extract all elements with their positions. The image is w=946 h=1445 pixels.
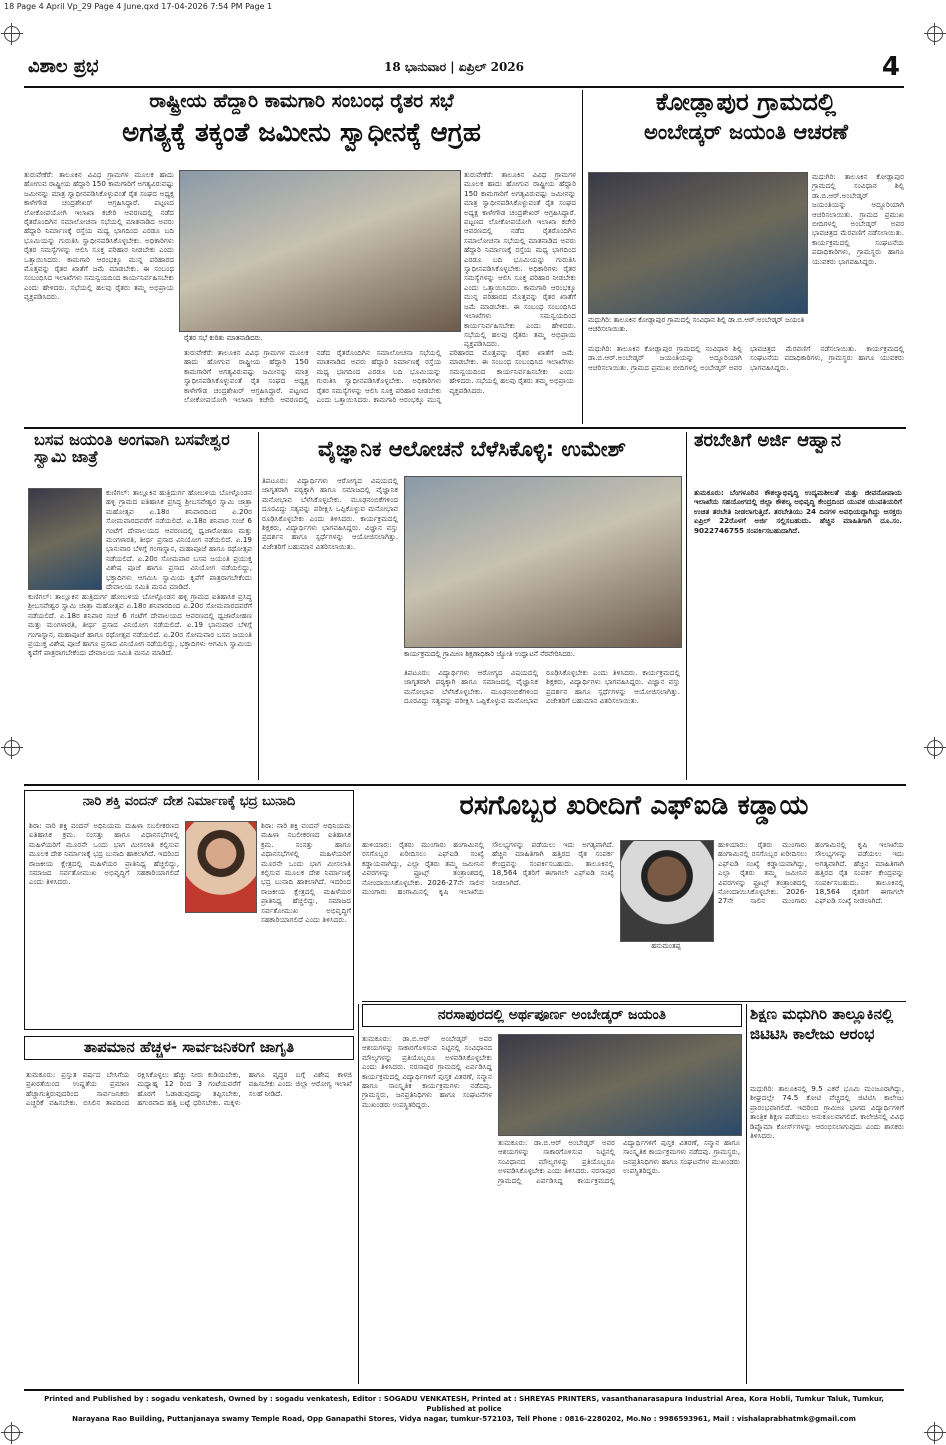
registration-mark-icon — [927, 26, 943, 42]
article-photo — [498, 1034, 742, 1136]
article-body-continued: ಮಧುಗಿರಿ: ತಾಲೂಕಿನ ಕೋಡ್ಲಾಪುರ ಗ್ರಾಮದಲ್ಲಿ ಸಂವಿಧಾನ ಶಿಲ್ಪಿ ಡಾ.ಬಿ.ಆರ್.ಅಂಬೇಡ್ಕರ್ ಜಯಂತಿಯನ್ನು ಅದ್ದೂರಿಯಾಗಿ ಆಚರಿಸಲಾಯಿತು. ಗ್ರಾಮದ ಪ್ರಮುಖ ಬೀದಿಗಳಲ್ಲಿ ಅಂಬೇಡ್ಕರ್ ಅವರ ಭಾವಚಿತ್ರದ ಮೆರವಣಿಗೆ ನಡೆಸಲಾಯಿತು. ಕಾರ್ಯಕ್ರಮದಲ್ಲಿ ಸಂಘಟನೆಯ ಪದಾಧಿಕಾರಿಗಳು, ಗ್ರಾಮಸ್ಥರು ಹಾಗೂ ಯುವಕರು ಭಾಗವಹಿಸಿದ್ದರು. — [588, 344, 904, 372]
article-body: ಶಿರಾ: ನಾರಿ ಶಕ್ತಿ ವಂದನ್ ಅಧಿನಿಯಮ ಮಹಿಳಾ ಸಬಲೀಕರಣದ ಐತಿಹಾಸಿಕ ಕ್ರಮ. ಸಂಸತ್ತು ಹಾಗೂ ವಿಧಾನಸಭೆಗಳಲ್ಲಿ ಮಹಿಳೆಯರಿಗೆ ಮೂರನೇ ಒಂದು ಭಾಗ ಮೀಸಲಾತಿ ಕಲ್ಪಿಸುವ ಮೂಲಕ ದೇಶ ನಿರ್ಮಾಣಕ್ಕೆ ಭದ್ರ ಬುನಾದಿ ಹಾಕಲಾಗಿದೆ. ಇದರಿಂದ ರಾಜಕೀಯ ಕ್ಷೇತ್ರದಲ್ಲಿ ಮಹಿಳೆಯರ ಪ್ರಾತಿನಿಧ್ಯ ಹೆಚ್ಚಲಿದ್ದು, ಸಮಾಜದ ಸರ್ವತೋಮುಖ ಅಭಿವೃದ್ಧಿಗೆ ಸಹಕಾರಿಯಾಗಲಿದೆ ಎಂದು ತಿಳಿಸಿದರು. — [29, 821, 179, 887]
article-body-continued: ಕುಣಿಗಲ್: ತಾಲ್ಲೂಕಿನ ಹುತ್ರಿದುರ್ಗ ಹೋಬಳಿಯ ಬೋಳ್ಗೊಂಡನ ಹಳ್ಳಿ ಗ್ರಾಮದ ಐತಿಹಾಸಿಕ ಪ್ರಸಿದ್ಧ ಶ್ರೀಬಸವೇಶ್ವರ ಸ್ವಾಮಿ ಜಾತ್ರಾ ಮಹೋತ್ಸವ ಏ.18ರ ಶನಿವಾರದಿಂದ ಏ.20ರ ಸೋಮವಾರದವರೆಗೆ ನಡೆಯಲಿದೆ. ಏ.18ರ ಶನಿವಾರ ಸಂಜೆ 6 ಗಂಟೆಗೆ ದೇವಾಲಯದ ಆವರಣದಲ್ಲಿ ಧ್ವಜಾರೋಹಣ ಮತ್ತು ಮಂಗಳಾರತಿ, ತೀರ್ಥ ಪ್ರಸಾದ ವಿನಿಯೋಗ ನಡೆಯಲಿದೆ. ಏ.19 ಭಾನುವಾರ ಬೆಳಿಗ್ಗೆ ಗಂಗಾಸ್ನಾನ, ಮಹಾಪೂಜೆ ಹಾಗೂ ರಥೋತ್ಸವ ನಡೆಯಲಿದೆ. ಏ.20ರ ಸೋಮವಾರ ಬಸವ ಜಯಂತಿ ಪ್ರಯುಕ್ತ ವಿಶೇಷ ಪೂಜೆ ಹಾಗೂ ಪ್ರಸಾದ ವಿನಿಯೋಗ ನಡೆಯಲಿದ್ದು, ಭಕ್ತಾದಿಗಳು ಆಗಮಿಸಿ ಸ್ವಾಮಿಯ ಕೃಪೆಗೆ ಪಾತ್ರರಾಗಬೇಕೆಂದು ದೇವಾಲಯ ಸಮಿತಿ ಮನವಿ ಮಾಡಿದೆ. — [28, 592, 252, 658]
article-highway-farmers — [24, 90, 579, 424]
article-kicker: ರಾಷ್ಟ್ರೀಯ ಹೆದ್ದಾರಿ ಕಾಮಗಾರಿ ಸಂಬಂಧ ರೈತರ ಸಭೆ — [149, 90, 454, 112]
article-fertilizer-fid — [362, 790, 906, 998]
article-headline: ರಸಗೊಬ್ಬರ ಖರೀದಿಗೆ ಎಫ್‌ಐಡಿ ಕಡ್ಡಾಯ — [459, 790, 809, 821]
article-body-continued: ಹುಳಿಯಾರು: ರೈತರು ಮುಂಗಾರು ಹಂಗಾಮಿನಲ್ಲಿ ರಸಗೊಬ್ಬರ ಖರೀದಿಸಲು ಎಫ್‌ಐಡಿ ಸಂಖ್ಯೆ ಕಡ್ಡಾಯವಾಗಿದ್ದು, ಎಲ್ಲಾ ರೈತರು ತಮ್ಮ ಜಮೀನಿನ ವಿವರಗಳನ್ನು ಫ್ರೂಟ್ಸ್ ತಂತ್ರಾಂಶದಲ್ಲಿ ನೋಂದಾಯಿಸಿಕೊಳ್ಳಬೇಕು. 2026-27ನೇ ಸಾಲಿನ ಮುಂಗಾರು ಹಂಗಾಮಿನಲ್ಲಿ ಕೃಷಿ ಇಲಾಖೆಯ ಸೌಲಭ್ಯಗಳನ್ನು ಪಡೆಯಲು ಇದು ಅಗತ್ಯವಾಗಿದೆ. ಹೆಚ್ಚಿನ ಮಾಹಿತಿಗಾಗಿ ಹತ್ತಿರದ ರೈತ ಸಂಪರ್ಕ ಕೇಂದ್ರವನ್ನು ಸಂಪರ್ಕಿಸಬಹುದು. ತಾಲೂಕಿನಲ್ಲಿ 18,564 ರೈತರಿಗೆ ಈಗಾಗಲೇ ಎಫ್‌ಐಡಿ ಸಂಖ್ಯೆ ನೀಡಲಾಗಿದೆ. — [718, 840, 904, 906]
article-photo — [28, 488, 102, 590]
registration-mark-icon — [927, 1425, 943, 1441]
article-scientific-thinking — [262, 432, 682, 780]
column-rule — [258, 432, 259, 780]
registration-mark-icon — [927, 740, 943, 756]
article-photo — [588, 172, 808, 314]
registration-mark-icon — [4, 1425, 20, 1441]
article-body-continued: ತುಮಕೂರು: ಡಾ.ಬಿ.ಆರ್ ಅಂಬೇಡ್ಕರ್ ಅವರ ಆಶಯಗಳನ್ನು ಸಾಕಾರಗೊಳಿಸುವ ನಿಟ್ಟಿನಲ್ಲಿ ಸಂವಿಧಾನದ ಮೌಲ್ಯಗಳನ್ನು ಪ್ರತಿಯೊಬ್ಬರೂ ಅಳವಡಿಸಿಕೊಳ್ಳಬೇಕು ಎಂದು ತಿಳಿಸಿದರು. ನರಸಾಪುರ ಗ್ರಾಮದಲ್ಲಿ ಏರ್ಪಡಿಸಿದ್ದ ಕಾರ್ಯಕ್ರಮದಲ್ಲಿ ವಿದ್ಯಾರ್ಥಿಗಳಿಗೆ ಪುಸ್ತಕ ವಿತರಣೆ, ಸನ್ಮಾನ ಹಾಗೂ ಸಾಂಸ್ಕೃತಿಕ ಕಾರ್ಯಕ್ರಮಗಳು ನಡೆದವು. ಗ್ರಾಮಸ್ಥರು, ಜನಪ್ರತಿನಿಧಿಗಳು ಹಾಗೂ ಸಂಘಟನೆಗಳ ಮುಖಂಡರು ಉಪಸ್ಥಿತರಿದ್ದರು. — [498, 1138, 740, 1185]
imprint-line: Printed and Published by : sogadu venkatesh, Owned by : sogadu venkatesh, Editor : SOGADU VENKATESH, Printed at : SHREYAS PRINTERS, vasanthanarasapura Industrial Area, Kora Hobli, Tumkur Taluk, Tumkur, Published at police — [44, 1395, 884, 1413]
newspaper-logo: ವಿಶಾಲ ಪ್ರಭ — [28, 56, 99, 77]
article-training-application — [690, 432, 906, 780]
masthead — [24, 52, 904, 88]
section-rule — [24, 427, 906, 429]
article-body: ತುಮಕೂರು: ಡಾ.ಬಿ.ಆರ್ ಅಂಬೇಡ್ಕರ್ ಅವರ ಆಶಯಗಳನ್ನು ಸಾಕಾರಗೊಳಿಸುವ ನಿಟ್ಟಿನಲ್ಲಿ ಸಂವಿಧಾನದ ಮೌಲ್ಯಗಳನ್ನು ಪ್ರತಿಯೊಬ್ಬರೂ ಅಳವಡಿಸಿಕೊಳ್ಳಬೇಕು ಎಂದು ತಿಳಿಸಿದರು. ನರಸಾಪುರ ಗ್ರಾಮದಲ್ಲಿ ಏರ್ಪಡಿಸಿದ್ದ ಕಾರ್ಯಕ್ರಮದಲ್ಲಿ ವಿದ್ಯಾರ್ಥಿಗಳಿಗೆ ಪುಸ್ತಕ ವಿತರಣೆ, ಸನ್ಮಾನ ಹಾಗೂ ಸಾಂಸ್ಕೃತಿಕ ಕಾರ್ಯಕ್ರಮಗಳು ನಡೆದವು. ಗ್ರಾಮಸ್ಥರು, ಜನಪ್ರತಿನಿಧಿಗಳು ಹಾಗೂ ಸಂಘಟನೆಗಳ ಮುಖಂಡರು ಉಪಸ್ಥಿತರಿದ್ದರು. — [362, 1034, 492, 1109]
registration-mark-icon — [4, 740, 20, 756]
article-body-continued: ತುರುವೇಕೆರೆ: ತಾಲೂಕಿನ ವಿವಿಧ ಗ್ರಾಮಗಳ ಮೂಲಕ ಹಾದು ಹೋಗುವ ರಾಷ್ಟ್ರೀಯ ಹೆದ್ದಾರಿ 150 ಕಾಮಗಾರಿಗೆ ಅಗತ್ಯವಿರುವಷ್ಟು ಜಮೀನನ್ನು ಮಾತ್ರ ಸ್ವಾಧೀನಪಡಿಸಿಕೊಳ್ಳುವಂತೆ ರೈತ ಸಂಘದ ಅಧ್ಯಕ್ಷ ಕಾಳೇಗೌಡ ಚಂದ್ರಶೇಖರ್ ಆಗ್ರಹಿಸಿದ್ದಾರೆ. ಪಟ್ಟಣದ ಲೋಕೋಪಯೋಗಿ ಇಲಾಖಾ ಕಚೇರಿ ಆವರಣದಲ್ಲಿ ನಡೆದ ರೈತರೊಂದಿಗಿನ ಸಮಾಲೋಚನಾ ಸಭೆಯಲ್ಲಿ ಮಾತನಾಡಿದ ಅವರು ಹೆದ್ದಾರಿ ನಿರ್ಮಾಣಕ್ಕೆ ರಸ್ತೆಯ ಮಧ್ಯ ಭಾಗದಿಂದ ಎರಡೂ ಬದಿ ಭೂಮಿಯನ್ನು ಗುರುತಿಸಿ ಸ್ವಾಧೀನಪಡಿಸಿಕೊಳ್ಳಬೇಕು. ಅಧಿಕಾರಿಗಳು ರೈತರ ಸಮಸ್ಯೆಗಳನ್ನು ಆಲಿಸಿ ಸೂಕ್ತ ಪರಿಹಾರ ನೀಡಬೇಕು ಎಂದು ಒತ್ತಾಯಿಸಿದರು. ಕಾಮಗಾರಿ ಆರಂಭಕ್ಕೂ ಮುನ್ನ ಪರಿಹಾರದ ಮೊತ್ತವನ್ನು ರೈತರ ಖಾತೆಗೆ ಜಮೆ ಮಾಡಬೇಕು. ಈ ಸಂಬಂಧ ಸಂಬಂಧಿಸಿದ ಇಲಾಖೆಗಳು ಸಮನ್ವಯದಿಂದ ಕಾರ್ಯನಿರ್ವಹಿಸಬೇಕು ಎಂದು ಹೇಳಿದರು. ಸಭೆಯಲ್ಲಿ ಹಲವು ರೈತರು ತಮ್ಮ ಅಭಿಪ್ರಾಯ ವ್ಯಕ್ತಪಡಿಸಿದರು. — [464, 170, 576, 349]
article-headline: ಅಗತ್ಯಕ್ಕೆ ತಕ್ಕಂತೆ ಜಮೀನು ಸ್ವಾಧೀನಕ್ಕೆ ಆಗ್ರಹ — [122, 117, 481, 148]
article-body: ತಿಪಟೂರು: ವಿದ್ಯಾರ್ಥಿಗಳು ಆರೋಗ್ಯದ ವಿಷಯದಲ್ಲಿ ಜಾಗೃತರಾಗಿ ಪಠ್ಯಕ್ಕಾಗಿ ಹಾಗೂ ಸಮಾಜದಲ್ಲಿ ವೈಜ್ಞಾನಿಕ ಮನೋಭಾವ ಬೆಳೆಸಿಕೊಳ್ಳಬೇಕು. ಮೂಢನಂಬಿಕೆಗಳಿಂದ ದೂರವಿದ್ದು ಸತ್ಯವನ್ನು ಪರೀಕ್ಷಿಸಿ ಒಪ್ಪಿಕೊಳ್ಳುವ ಮನೋಭಾವ ರೂಢಿಸಿಕೊಳ್ಳಬೇಕು ಎಂದು ತಿಳಿಸಿದರು. ಕಾರ್ಯಕ್ರಮದಲ್ಲಿ ಶಿಕ್ಷಕರು, ವಿದ್ಯಾರ್ಥಿಗಳು ಭಾಗವಹಿಸಿದ್ದರು. ವಿಜ್ಞಾನ ವಸ್ತು ಪ್ರದರ್ಶನ ಹಾಗೂ ಸ್ಪರ್ಧೆಗಳನ್ನು ಆಯೋಜಿಸಲಾಗಿತ್ತು. ವಿಜೇತರಿಗೆ ಬಹುಮಾನ ವಿತರಿಸಲಾಯಿತು. — [262, 476, 398, 551]
photo-caption: ಮಧುಗಿರಿ: ತಾಲೂಕಿನ ಕೋಡ್ಲಾಪುರ ಗ್ರಾಮದಲ್ಲಿ ಸಂವಿಧಾನ ಶಿಲ್ಪಿ ಡಾ.ಬಿ.ಆರ್.ಅಂಬೇಡ್ಕರ್ ಜಯಂತಿ ಆಚರಿಸಲಾಯಿತು. — [588, 316, 805, 333]
article-body: ತುರುವೇಕೆರೆ: ತಾಲೂಕಿನ ವಿವಿಧ ಗ್ರಾಮಗಳ ಮೂಲಕ ಹಾದು ಹೋಗುವ ರಾಷ್ಟ್ರೀಯ ಹೆದ್ದಾರಿ 150 ಕಾಮಗಾರಿಗೆ ಅಗತ್ಯವಿರುವಷ್ಟು ಜಮೀನನ್ನು ಮಾತ್ರ ಸ್ವಾಧೀನಪಡಿಸಿಕೊಳ್ಳುವಂತೆ ರೈತ ಸಂಘದ ಅಧ್ಯಕ್ಷ ಕಾಳೇಗೌಡ ಚಂದ್ರಶೇಖರ್ ಆಗ್ರಹಿಸಿದ್ದಾರೆ. ಪಟ್ಟಣದ ಲೋಕೋಪಯೋಗಿ ಇಲಾಖಾ ಕಚೇರಿ ಆವರಣದಲ್ಲಿ ನಡೆದ ರೈತರೊಂದಿಗಿನ ಸಮಾಲೋಚನಾ ಸಭೆಯಲ್ಲಿ ಮಾತನಾಡಿದ ಅವರು ಹೆದ್ದಾರಿ ನಿರ್ಮಾಣಕ್ಕೆ ರಸ್ತೆಯ ಮಧ್ಯ ಭಾಗದಿಂದ ಎರಡೂ ಬದಿ ಭೂಮಿಯನ್ನು ಗುರುತಿಸಿ ಸ್ವಾಧೀನಪಡಿಸಿಕೊಳ್ಳಬೇಕು. ಅಧಿಕಾರಿಗಳು ರೈತರ ಸಮಸ್ಯೆಗಳನ್ನು ಆಲಿಸಿ ಸೂಕ್ತ ಪರಿಹಾರ ನೀಡಬೇಕು ಎಂದು ಒತ್ತಾಯಿಸಿದರು. ಕಾಮಗಾರಿ ಆರಂಭಕ್ಕೂ ಮುನ್ನ ಪರಿಹಾರದ ಮೊತ್ತವನ್ನು ರೈತರ ಖಾತೆಗೆ ಜಮೆ ಮಾಡಬೇಕು. ಈ ಸಂಬಂಧ ಸಂಬಂಧಿಸಿದ ಇಲಾಖೆಗಳು ಸಮನ್ವಯದಿಂದ ಕಾರ್ಯನಿರ್ವಹಿಸಬೇಕು ಎಂದು ಹೇಳಿದರು. ಸಭೆಯಲ್ಲಿ ಹಲವು ರೈತರು ತಮ್ಮ ಅಭಿಪ್ರಾಯ ವ್ಯಕ್ತಪಡಿಸಿದರು. — [24, 170, 174, 302]
section-rule — [362, 1001, 906, 1002]
article-body: ಹುಳಿಯಾರು: ರೈತರು ಮುಂಗಾರು ಹಂಗಾಮಿನಲ್ಲಿ ರಸಗೊಬ್ಬರ ಖರೀದಿಸಲು ಎಫ್‌ಐಡಿ ಸಂಖ್ಯೆ ಕಡ್ಡಾಯವಾಗಿದ್ದು, ಎಲ್ಲಾ ರೈತರು ತಮ್ಮ ಜಮೀನಿನ ವಿವರಗಳನ್ನು ಫ್ರೂಟ್ಸ್ ತಂತ್ರಾಂಶದಲ್ಲಿ ನೋಂದಾಯಿಸಿಕೊಳ್ಳಬೇಕು. 2026-27ನೇ ಸಾಲಿನ ಮುಂಗಾರು ಹಂಗಾಮಿನಲ್ಲಿ ಕೃಷಿ ಇಲಾಖೆಯ ಸೌಲಭ್ಯಗಳನ್ನು ಪಡೆಯಲು ಇದು ಅಗತ್ಯವಾಗಿದೆ. ಹೆಚ್ಚಿನ ಮಾಹಿತಿಗಾಗಿ ಹತ್ತಿರದ ರೈತ ಸಂಪರ್ಕ ಕೇಂದ್ರವನ್ನು ಸಂಪರ್ಕಿಸಬಹುದು. ತಾಲೂಕಿನಲ್ಲಿ 18,564 ರೈತರಿಗೆ ಈಗಾಗಲೇ ಎಫ್‌ಐಡಿ ಸಂಖ್ಯೆ ನೀಡಲಾಗಿದೆ. — [362, 840, 614, 897]
article-headline: ಶಿಕ್ಷಣ ಮಧುಗಿರಿ ತಾಲ್ಲೂಕಿನಲ್ಲಿ ಜಿಟಿಟಿಸಿ ಕಾಲೇಜು ಆರಂಭ — [750, 1005, 894, 1044]
article-body: ಮಧುಗಿರಿ: ತಾಲೂಕಿನ ಕೋಡ್ಲಾಪುರ ಗ್ರಾಮದಲ್ಲಿ ಸಂವಿಧಾನ ಶಿಲ್ಪಿ ಡಾ.ಬಿ.ಆರ್.ಅಂಬೇಡ್ಕರ್ ಜಯಂತಿಯನ್ನು ಅದ್ದೂರಿಯಾಗಿ ಆಚರಿಸಲಾಯಿತು. ಗ್ರಾಮದ ಪ್ರಮುಖ ಬೀದಿಗಳಲ್ಲಿ ಅಂಬೇಡ್ಕರ್ ಅವರ ಭಾವಚಿತ್ರದ ಮೆರವಣಿಗೆ ನಡೆಸಲಾಯಿತು. ಕಾರ್ಯಕ್ರಮದಲ್ಲಿ ಸಂಘಟನೆಯ ಪದಾಧಿಕಾರಿಗಳು, ಗ್ರಾಮಸ್ಥರು ಹಾಗೂ ಯುವಕರು ಭಾಗವಹಿಸಿದ್ದರು. — [812, 172, 904, 266]
article-kicker: ಕೋಡ್ಲಾಪುರ ಗ್ರಾಮದಲ್ಲಿ — [655, 88, 837, 116]
article-basava-jathre — [24, 432, 254, 780]
article-body: ತುಮಕೂರು: ಪ್ರಸ್ತುತ ವರ್ಷದ ಬೇಸಿಗೆಯ ಪ್ರಖರತೆಯಿಂದ ಉಷ್ಣತೆಯ ಪ್ರಮಾಣ ಹೆಚ್ಚಾಗುತ್ತಿರುವುದರಿಂದ ಸಾರ್ವಜನಿಕರು ಎಚ್ಚರಿಕೆ ವಹಿಸಬೇಕು. ಬಿಸಿಲಿನ ತಾಪದಿಂದ ರಕ್ಷಿಸಿಕೊಳ್ಳಲು ಹೆಚ್ಚು ನೀರು ಕುಡಿಯಬೇಕು, ಮಧ್ಯಾಹ್ನ 12 ರಿಂದ 3 ಗಂಟೆಯವರೆಗೆ ಹೊರಗೆ ಓಡಾಡುವುದನ್ನು ತಪ್ಪಿಸಬೇಕು, ಹಗುರವಾದ ಹತ್ತಿ ಬಟ್ಟೆ ಧರಿಸಬೇಕು. ಮಕ್ಕಳು ಹಾಗೂ ವೃದ್ಧರ ಬಗ್ಗೆ ವಿಶೇಷ ಕಾಳಜಿ ವಹಿಸಬೇಕು ಎಂದು ಜಿಲ್ಲಾ ಆರೋಗ್ಯ ಇಲಾಖೆ ಸಲಹೆ ನೀಡಿದೆ. — [26, 1070, 352, 1108]
article-body: ಕುಣಿಗಲ್: ತಾಲ್ಲೂಕಿನ ಹುತ್ರಿದುರ್ಗ ಹೋಬಳಿಯ ಬೋಳ್ಗೊಂಡನ ಹಳ್ಳಿ ಗ್ರಾಮದ ಐತಿಹಾಸಿಕ ಪ್ರಸಿದ್ಧ ಶ್ರೀಬಸವೇಶ್ವರ ಸ್ವಾಮಿ ಜಾತ್ರಾ ಮಹೋತ್ಸವ ಏ.18ರ ಶನಿವಾರದಿಂದ ಏ.20ರ ಸೋಮವಾರದವರೆಗೆ ನಡೆಯಲಿದೆ. ಏ.18ರ ಶನಿವಾರ ಸಂಜೆ 6 ಗಂಟೆಗೆ ದೇವಾಲಯದ ಆವರಣದಲ್ಲಿ ಧ್ವಜಾರೋಹಣ ಮತ್ತು ಮಂಗಳಾರತಿ, ತೀರ್ಥ ಪ್ರಸಾದ ವಿನಿಯೋಗ ನಡೆಯಲಿದೆ. ಏ.19 ಭಾನುವಾರ ಬೆಳಿಗ್ಗೆ ಗಂಗಾಸ್ನಾನ, ಮಹಾಪೂಜೆ ಹಾಗೂ ರಥೋತ್ಸವ ನಡೆಯಲಿದೆ. ಏ.20ರ ಸೋಮವಾರ ಬಸವ ಜಯಂತಿ ಪ್ರಯುಕ್ತ ವಿಶೇಷ ಪೂಜೆ ಹಾಗೂ ಪ್ರಸಾದ ವಿನಿಯೋಗ ನಡೆಯಲಿದ್ದು, ಭಕ್ತಾದಿಗಳು ಆಗಮಿಸಿ ಸ್ವಾಮಿಯ ಕೃಪೆಗೆ ಪಾತ್ರರಾಗಬೇಕೆಂದು ದೇವಾಲಯ ಸಮಿತಿ ಮನವಿ ಮಾಡಿದೆ. — [106, 488, 252, 592]
article-body: ಮಧುಗಿರಿ: ತಾಲೂಕಿನಲ್ಲಿ 9.5 ಎಕರೆ ಭೂಮಿ ಮಂಜೂರಾಗಿದ್ದು, ಶೀಘ್ರದಲ್ಲೇ 74.5 ಕೋಟಿ ವೆಚ್ಚದಲ್ಲಿ ಜಿಟಿಟಿಸಿ ಕಾಲೇಜು ಪ್ರಾರಂಭವಾಗಲಿದೆ. ಇದರಿಂದ ಗ್ರಾಮೀಣ ಭಾಗದ ವಿದ್ಯಾರ್ಥಿಗಳಿಗೆ ತಾಂತ್ರಿಕ ಶಿಕ್ಷಣ ಪಡೆಯಲು ಅನುಕೂಲವಾಗಲಿದೆ. ಕಾಲೇಜಿನಲ್ಲಿ ವಿವಿಧ ಡಿಪ್ಲೊಮಾ ಕೋರ್ಸ್‌ಗಳನ್ನು ಆರಂಭಿಸಲಾಗುವುದು ಎಂದು ಶಾಸಕರು ತಿಳಿಸಿದರು. — [750, 1084, 904, 1141]
article-narasapura-ambedkar — [362, 1004, 742, 1384]
article-body-continued: ಶಿರಾ: ನಾರಿ ಶಕ್ತಿ ವಂದನ್ ಅಧಿನಿಯಮ ಮಹಿಳಾ ಸಬಲೀಕರಣದ ಐತಿಹಾಸಿಕ ಕ್ರಮ. ಸಂಸತ್ತು ಹಾಗೂ ವಿಧಾನಸಭೆಗಳಲ್ಲಿ ಮಹಿಳೆಯರಿಗೆ ಮೂರನೇ ಒಂದು ಭಾಗ ಮೀಸಲಾತಿ ಕಲ್ಪಿಸುವ ಮೂಲಕ ದೇಶ ನಿರ್ಮಾಣಕ್ಕೆ ಭದ್ರ ಬುನಾದಿ ಹಾಕಲಾಗಿದೆ. ಇದರಿಂದ ರಾಜಕೀಯ ಕ್ಷೇತ್ರದಲ್ಲಿ ಮಹಿಳೆಯರ ಪ್ರಾತಿನಿಧ್ಯ ಹೆಚ್ಚಲಿದ್ದು, ಸಮಾಜದ ಸರ್ವತೋಮುಖ ಅಭಿವೃದ್ಧಿಗೆ ಸಹಕಾರಿಯಾಗಲಿದೆ ಎಂದು ತಿಳಿಸಿದರು. — [261, 821, 351, 925]
article-gttc-college — [750, 1004, 906, 1384]
article-headline: ನಾರಿ ಶಕ್ತಿ ವಂದನ್ ದೇಶ ನಿರ್ಮಾಣಕ್ಕೆ ಭದ್ರ ಬುನಾದಿ — [82, 794, 296, 809]
article-headline: ಅಂಬೇಡ್ಕರ್ ಜಯಂತಿ ಆಚರಣೆ — [644, 120, 848, 145]
dateline: 18 ಭಾನುವಾರ | ಏಪ್ರಿಲ್ 2026 — [384, 60, 525, 74]
print-slug: 18 Page 4 April Vp_29 Page 4 June.qxd 17-04-2026 7:54 PM Page 1 — [4, 2, 273, 11]
article-headline: ನರಸಾಪುರದಲ್ಲಿ ಅರ್ಥಪೂರ್ಣ ಅಂಬೇಡ್ಕರ್ ಜಯಂತಿ — [362, 1004, 742, 1027]
author-photo — [185, 821, 257, 913]
imprint-line: Narayana Rao Building, Puttanjanaya swamy Temple Road, Opp Ganapathi Stores, Vidya nagar, tumkur-572103, Tell Phone : 0816-2280202, Mo.No : 9986593961, Mail : vishalaprabhatmk@gmail.com — [72, 1415, 856, 1423]
article-body-continued: ತುರುವೇಕೆರೆ: ತಾಲೂಕಿನ ವಿವಿಧ ಗ್ರಾಮಗಳ ಮೂಲಕ ಹಾದು ಹೋಗುವ ರಾಷ್ಟ್ರೀಯ ಹೆದ್ದಾರಿ 150 ಕಾಮಗಾರಿಗೆ ಅಗತ್ಯವಿರುವಷ್ಟು ಜಮೀನನ್ನು ಮಾತ್ರ ಸ್ವಾಧೀನಪಡಿಸಿಕೊಳ್ಳುವಂತೆ ರೈತ ಸಂಘದ ಅಧ್ಯಕ್ಷ ಕಾಳೇಗೌಡ ಚಂದ್ರಶೇಖರ್ ಆಗ್ರಹಿಸಿದ್ದಾರೆ. ಪಟ್ಟಣದ ಲೋಕೋಪಯೋಗಿ ಇಲಾಖಾ ಕಚೇರಿ ಆವರಣದಲ್ಲಿ ನಡೆದ ರೈತರೊಂದಿಗಿನ ಸಮಾಲೋಚನಾ ಸಭೆಯಲ್ಲಿ ಮಾತನಾಡಿದ ಅವರು ಹೆದ್ದಾರಿ ನಿರ್ಮಾಣಕ್ಕೆ ರಸ್ತೆಯ ಮಧ್ಯ ಭಾಗದಿಂದ ಎರಡೂ ಬದಿ ಭೂಮಿಯನ್ನು ಗುರುತಿಸಿ ಸ್ವಾಧೀನಪಡಿಸಿಕೊಳ್ಳಬೇಕು. ಅಧಿಕಾರಿಗಳು ರೈತರ ಸಮಸ್ಯೆಗಳನ್ನು ಆಲಿಸಿ ಸೂಕ್ತ ಪರಿಹಾರ ನೀಡಬೇಕು ಎಂದು ಒತ್ತಾಯಿಸಿದರು. ಕಾಮಗಾರಿ ಆರಂಭಕ್ಕೂ ಮುನ್ನ ಪರಿಹಾರದ ಮೊತ್ತವನ್ನು ರೈತರ ಖಾತೆಗೆ ಜಮೆ ಮಾಡಬೇಕು. ಈ ಸಂಬಂಧ ಸಂಬಂಧಿಸಿದ ಇಲಾಖೆಗಳು ಸಮನ್ವಯದಿಂದ ಕಾರ್ಯನಿರ್ವಹಿಸಬೇಕು ಎಂದು ಹೇಳಿದರು. ಸಭೆಯಲ್ಲಿ ಹಲವು ರೈತರು ತಮ್ಮ ಅಭಿಪ್ರಾಯ ವ್ಯಕ್ತಪಡಿಸಿದರು. — [184, 348, 574, 405]
article-photo — [404, 476, 682, 648]
article-body-continued: ತಿಪಟೂರು: ವಿದ್ಯಾರ್ಥಿಗಳು ಆರೋಗ್ಯದ ವಿಷಯದಲ್ಲಿ ಜಾಗೃತರಾಗಿ ಪಠ್ಯಕ್ಕಾಗಿ ಹಾಗೂ ಸಮಾಜದಲ್ಲಿ ವೈಜ್ಞಾನಿಕ ಮನೋಭಾವ ಬೆಳೆಸಿಕೊಳ್ಳಬೇಕು. ಮೂಢನಂಬಿಕೆಗಳಿಂದ ದೂರವಿದ್ದು ಸತ್ಯವನ್ನು ಪರೀಕ್ಷಿಸಿ ಒಪ್ಪಿಕೊಳ್ಳುವ ಮನೋಭಾವ ರೂಢಿಸಿಕೊಳ್ಳಬೇಕು ಎಂದು ತಿಳಿಸಿದರು. ಕಾರ್ಯಕ್ರಮದಲ್ಲಿ ಶಿಕ್ಷಕರು, ವಿದ್ಯಾರ್ಥಿಗಳು ಭಾಗವಹಿಸಿದ್ದರು. ವಿಜ್ಞಾನ ವಸ್ತು ಪ್ರದರ್ಶನ ಹಾಗೂ ಸ್ಪರ್ಧೆಗಳನ್ನು ಆಯೋಜಿಸಲಾಗಿತ್ತು. ವಿಜೇತರಿಗೆ ಬಹುಮಾನ ವಿತರಿಸಲಾಯಿತು. — [404, 668, 680, 706]
section-rule — [24, 784, 906, 786]
article-headline: ತರಬೇತಿಗೆ ಅರ್ಜಿ ಆಹ್ವಾನ — [694, 430, 842, 451]
article-nari-shakti — [24, 790, 354, 1030]
registration-mark-icon — [4, 26, 20, 42]
article-headline: ತಾಪಮಾನ ಹೆಚ್ಚಳ- ಸಾರ್ವಜನಿಕರಿಗೆ ಜಾಗೃತಿ — [24, 1036, 354, 1060]
photo-caption: ಕಾರ್ಯಕ್ರಮದಲ್ಲಿ ಗ್ರಾಮೀಣ ಶಿಕ್ಷಣಾಧಿಕಾರಿ ಜ್ಯೋತಿ ಉದ್ಘಾಟನೆ ನೆರವೇರಿಸಿದರು. — [404, 650, 575, 658]
photo-caption: ರೈತರ ಸಭೆ ಕುರಿತು ಮಾತನಾಡಿದರು. — [184, 334, 263, 342]
article-headline: ವೈಜ್ಞಾನಿಕ ಆಲೋಚನೆ ಬೆಳೆಸಿಕೊಳ್ಳಿ: ಉಮೇಶ್ — [317, 437, 626, 461]
imprint-footer — [24, 1389, 904, 1423]
column-rule — [746, 1004, 747, 1384]
article-kodlapura-ambedkar — [586, 90, 906, 424]
article-headline: ಬಸವ ಜಯಂತಿ ಅಂಗವಾಗಿ ಬಸವೇಶ್ವರ ಸ್ವಾಮಿ ಜಾತ್ರೆ — [34, 430, 230, 466]
photo-caption: ಹನುಮಂತಪ್ಪ — [651, 942, 681, 950]
column-rule — [582, 90, 583, 424]
article-body: ತುಮಕೂರು: ಬೆಂಗಳೂರಿನ ಕೌಶಲ್ಯಾಭಿವೃದ್ಧಿ ಉದ್ಯಮಶೀಲತೆ ಮತ್ತು ಜೀವನೋಪಾಯ ಇಲಾಖೆಯ ಸಹಯೋಗದಲ್ಲಿ ಜಿಲ್ಲಾ ಕೌಶಲ್ಯ ಅಭಿವೃದ್ಧಿ ಕೇಂದ್ರದಿಂದ ಯುವಕ ಯುವತಿಯರಿಗೆ ಉಚಿತ ತರಬೇತಿ ನೀಡಲಾಗುತ್ತಿದೆ. ತರಬೇತಿಯು 24 ದಿನಗಳ ಅವಧಿಯದ್ದಾಗಿದ್ದು ಆಸಕ್ತರು ಏಪ್ರಿಲ್ 22ರೊಳಗೆ ಅರ್ಜಿ ಸಲ್ಲಿಸಬಹುದು. ಹೆಚ್ಚಿನ ಮಾಹಿತಿಗಾಗಿ ದೂ.ಸಂ. 9022746755 ಸಂಪರ್ಕಿಸಬಹುದಾಗಿದೆ. — [694, 488, 902, 535]
article-photo — [179, 170, 461, 332]
column-rule — [358, 1004, 359, 1384]
column-rule — [686, 432, 687, 780]
article-temperature-awareness — [24, 1036, 354, 1384]
officer-photo — [620, 840, 714, 942]
page-number: 4 — [881, 52, 900, 82]
